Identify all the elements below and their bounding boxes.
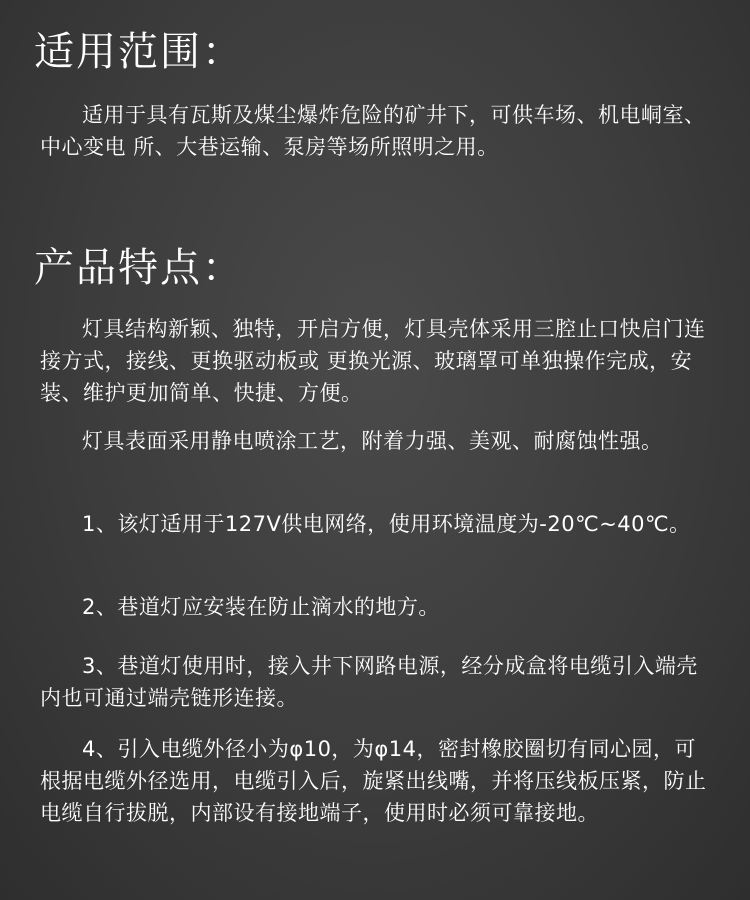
feature-paragraph-structure: 灯具结构新颖、独特，开启方便，灯具壳体采用三腔止口快启门连接方式，接线、更换驱动板或 更换光源、玻璃罩可单独操作完成，安装、维护更加简单、快捷、方便。 (40, 317, 706, 405)
feature-paragraph-installation: 2、巷道灯应安装在防止滴水的地方。 (82, 595, 440, 619)
usage-text: 适用于具有瓦斯及煤尘爆炸危险的矿井下，可供车场、机电峒室、中心变电 所、大巷运输、泵房等场所照明之用。 (40, 103, 706, 159)
feature-paragraph-coating: 灯具表面采用静电喷涂工艺，附着力强、美观、耐腐蚀性强。 (82, 429, 663, 453)
feature-paragraph-cable: 4、引入电缆外径小为φ10，为φ14，密封橡胶圈切有同心园，可根据电缆外径选用，电缆引入后，旋紧出线嘴，并将压线板压紧，防止电缆自行拔脱，内部设有接地端子，使用时必须可靠接地。 (40, 737, 707, 825)
feature-paragraph-voltage: 1、该灯适用于127V供电网络，使用环境温度为-20℃~40℃。 (82, 512, 691, 536)
usage-heading: 适用范围： (34, 29, 244, 75)
feature-paragraph-connection: 3、巷道灯使用时，接入井下网路电源，经分成盒将电缆引入端壳内也可通过端壳链形连接。 (40, 654, 698, 710)
features-heading: 产品特点： (34, 245, 244, 291)
